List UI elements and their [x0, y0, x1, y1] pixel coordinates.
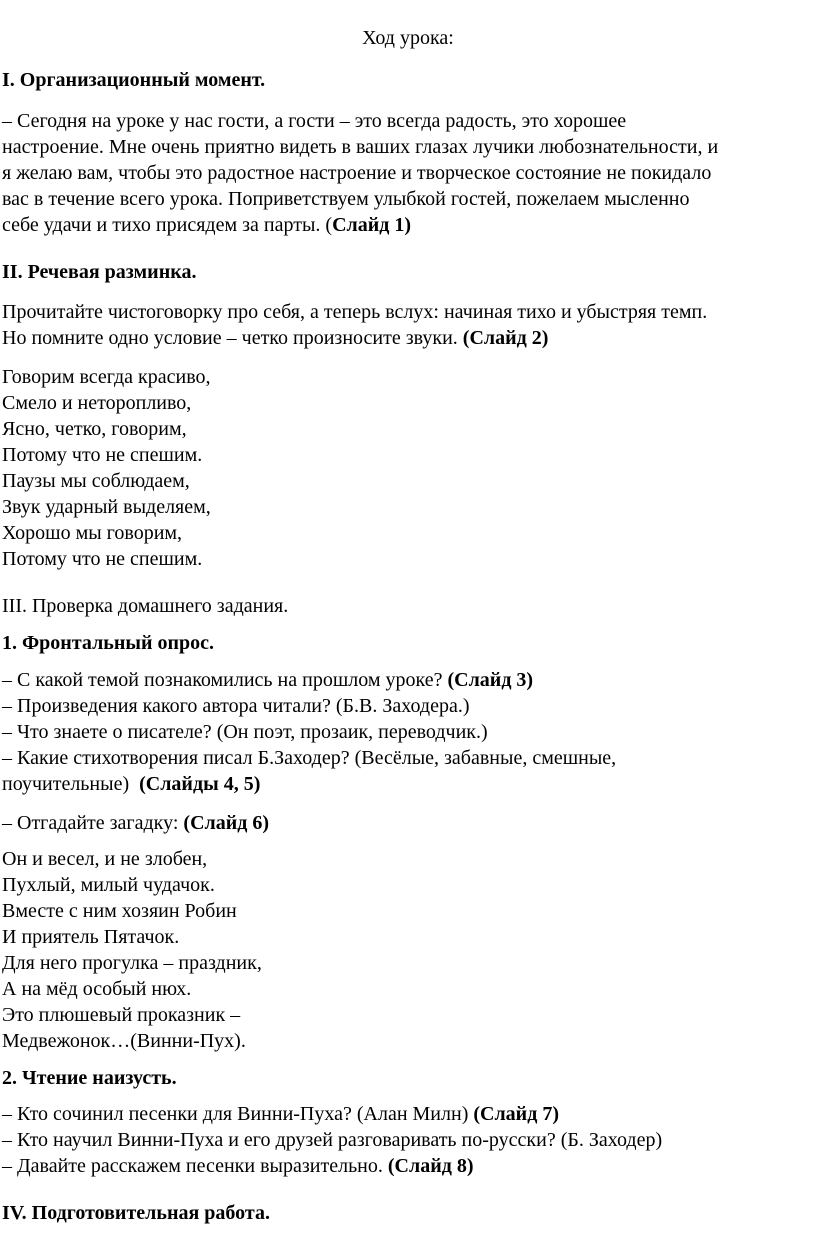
paragraph-line: Но помните одно условие – четко произносите звуки. (Слайд 2) [2, 327, 549, 349]
poem-line: Хорошо мы говорим, [2, 522, 183, 544]
question-line: – Произведения какого автора читали? (Б.В. Заходера.) [2, 695, 470, 717]
page-title: Ход урока: [362, 27, 454, 49]
poem-line: Ясно, четко, говорим, [2, 418, 187, 440]
poem-line: Вместе с ним хозяин Робин [2, 900, 237, 922]
slide-reference: (Слайд 2) [462, 327, 549, 349]
poem-line: Он и весел, и не злобен, [2, 848, 208, 870]
paragraph-line: вас в течение всего урока. Поприветствуем улыбкой гостей, пожелаем мысленно [2, 188, 690, 210]
section-heading: IV. Подготовительная работа. [2, 1202, 270, 1224]
poem-line: Смело и неторопливо, [2, 392, 192, 414]
paragraph-line: я желаю вам, чтобы это радостное настроение и творческое состояние не покидало [2, 162, 712, 184]
question-line: – Что знаете о писателе? (Он поэт, прозаик, переводчик.) [2, 721, 488, 743]
question-line: – Отгадайте загадку: (Слайд 6) [2, 812, 270, 834]
question-line: поучительные) (Слайды 4, 5) [2, 773, 261, 795]
question-line: – Кто научил Винни-Пуха и его друзей разговаривать по-русски? (Б. Заходер) [2, 1129, 663, 1151]
slide-reference: Слайд 1) [332, 214, 412, 236]
question-line: – Давайте расскажем песенки выразительно. (Слайд 8) [2, 1155, 474, 1177]
poem-line: Это плюшевый проказник – [2, 1004, 241, 1026]
poem-line: Потому что не спешим. [2, 548, 203, 570]
slide-reference: (Слайд 3) [447, 669, 534, 691]
question-line: – Кто сочинил песенки для Винни-Пуха? (Алан Милн) (Слайд 7) [2, 1103, 559, 1125]
slide-reference: (Слайд 7) [473, 1103, 559, 1125]
poem-line: И приятель Пятачок. [2, 926, 180, 948]
slide-reference: (Слайды 4, 5) [139, 773, 261, 795]
poem-line: Медвежонок…(Винни-Пух). [2, 1030, 246, 1052]
section-heading: III. Проверка домашнего задания. [2, 595, 289, 617]
poem-line: Паузы мы соблюдаем, [2, 470, 190, 492]
paragraph-line: – Сегодня на уроке у нас гости, а гости – это всегда радость, это хорошее [2, 110, 627, 132]
question-line: – Какие стихотворения писал Б.Заходер? (Весёлые, забавные, смешные, [2, 747, 617, 769]
poem-line: Потому что не спешим. [2, 444, 203, 466]
section-heading: II. Речевая разминка. [2, 261, 197, 283]
slide-reference: (Слайд 6) [183, 812, 270, 834]
question-line: – С какой темой познакомились на прошлом уроке? (Слайд 3) [2, 669, 534, 691]
section-heading: I. Организационный момент. [2, 69, 266, 91]
slide-reference: (Слайд 8) [387, 1155, 474, 1177]
poem-line: Пухлый, милый чудачок. [2, 874, 215, 896]
poem-line: А на мёд особый нюх. [2, 978, 192, 1000]
poem-line: Говорим всегда красиво, [2, 366, 211, 388]
paragraph-line: себе удачи и тихо присядем за парты. (Слайд 1) [2, 214, 412, 236]
paragraph-line: настроение. Мне очень приятно видеть в ваших глазах лучики любознательности, и [2, 136, 719, 158]
poem-line: Звук ударный выделяем, [2, 496, 211, 518]
subsection-heading: 2. Чтение наизусть. [2, 1067, 177, 1089]
poem-line: Для него прогулка – праздник, [2, 952, 262, 974]
paragraph-line: Прочитайте чистоговорку про себя, а теперь вслух: начиная тихо и убыстряя темп. [2, 301, 708, 323]
subsection-heading: 1. Фронтальный опрос. [2, 632, 215, 654]
